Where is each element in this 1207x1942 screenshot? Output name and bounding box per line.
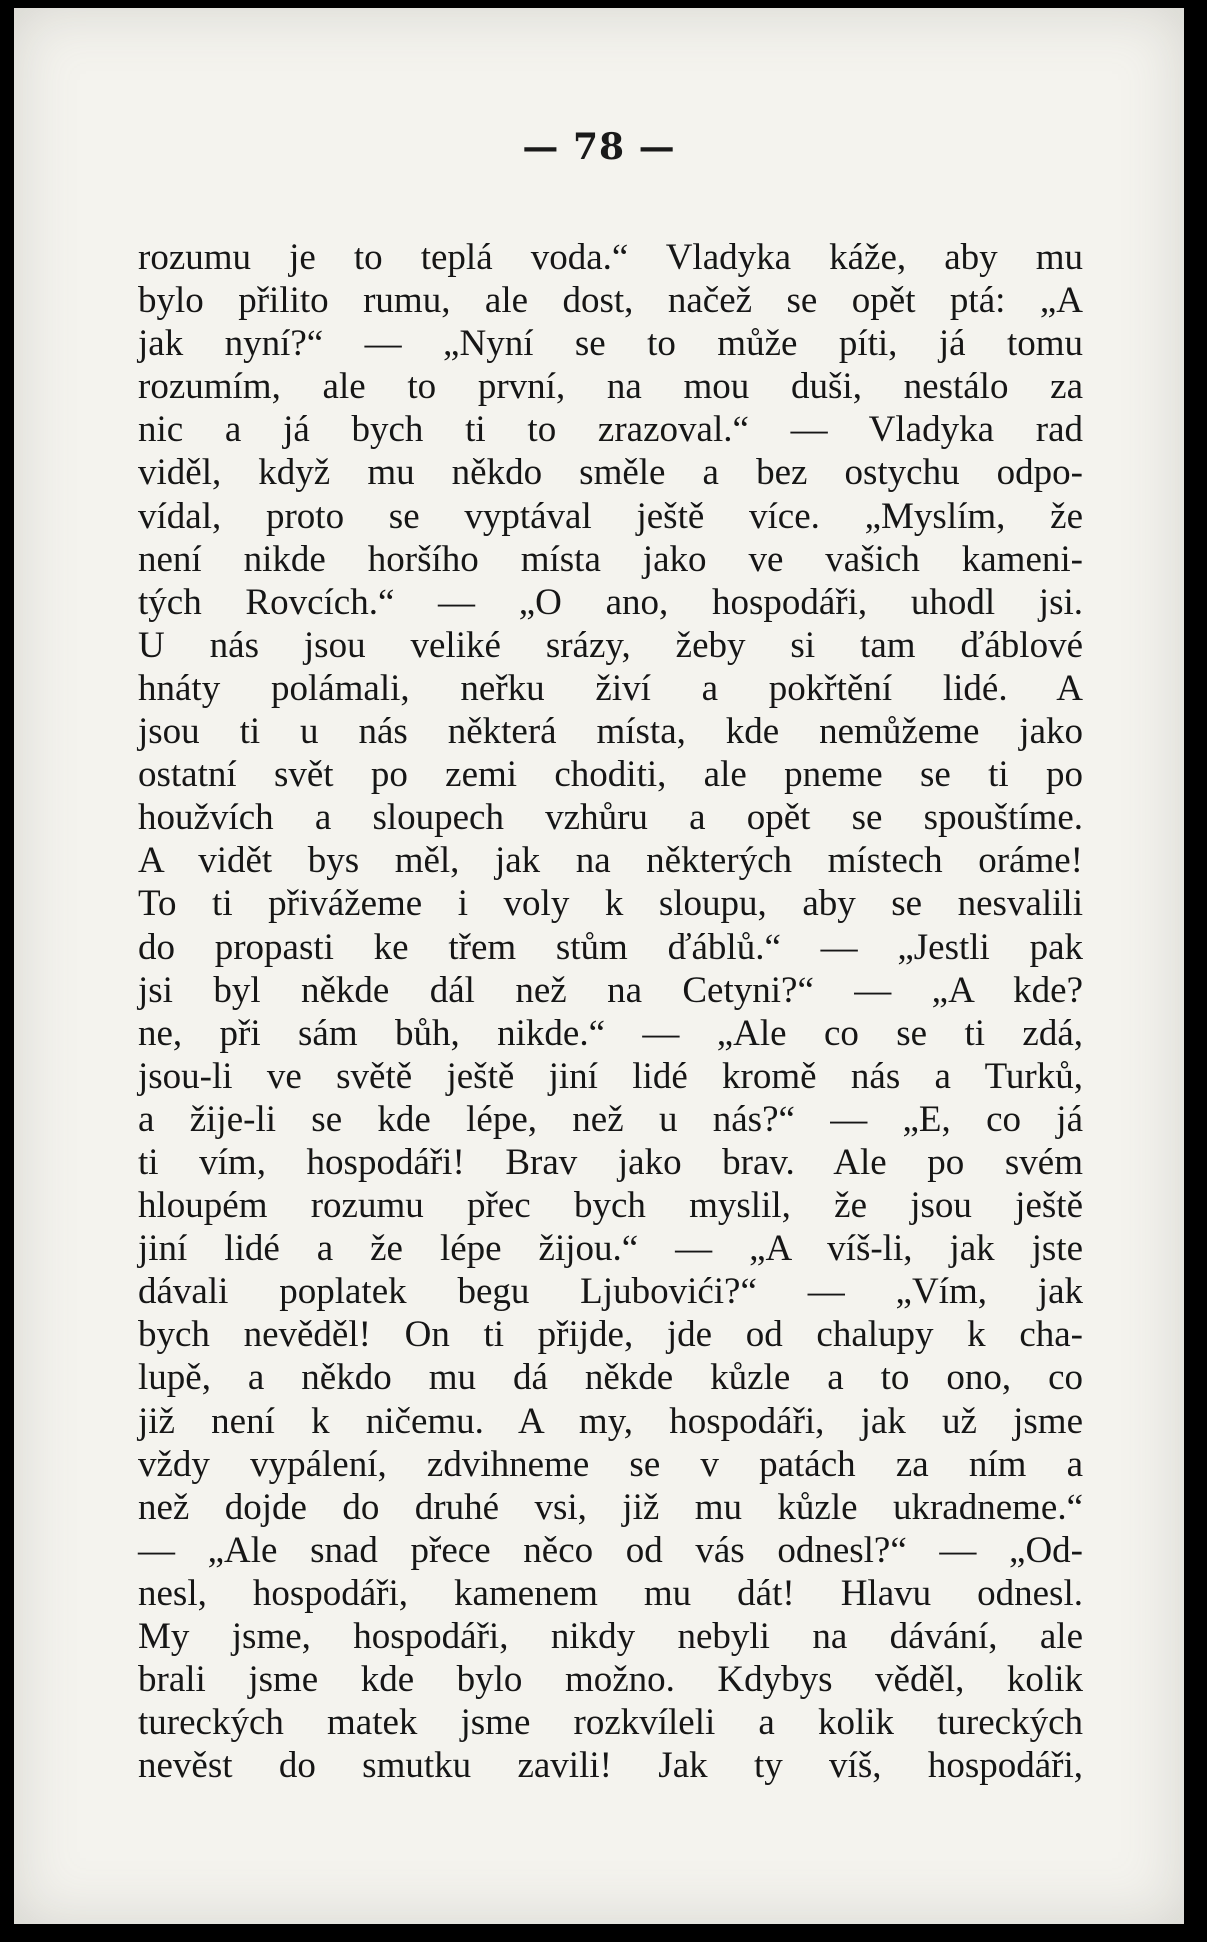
book-page bbox=[14, 8, 1184, 1924]
text-line: My jsme, hospodáři, nikdy nebyli na dávání, ale bbox=[138, 1616, 1083, 1657]
text-line: brali jsme kde bylo možno. Kdybys věděl, kolik bbox=[138, 1659, 1083, 1701]
text-line: do propasti ke třem stům ďáblů.“ — „Jestli pak bbox=[138, 926, 1083, 968]
text-line: jak nyní?“ — „Nyní se to může píti, já tomu bbox=[138, 323, 1083, 365]
text-line: hnáty polámali, neřku živí a pokřtění lidé. A bbox=[138, 667, 1083, 709]
text-line: není nikde horšího místa jako ve vašich kameni- bbox=[138, 538, 1083, 580]
text-line: hloupém rozumu přec bych myslil, že jsou ještě bbox=[138, 1185, 1083, 1227]
text-line: houžvích a sloupech vzhůru a opět se spouštíme. bbox=[138, 797, 1083, 839]
text-line: bych nevěděl! On ti přijde, jde od chalupy k cha- bbox=[138, 1314, 1083, 1356]
text-line: ostatní svět po zemi choditi, ale pneme se ti po bbox=[138, 754, 1083, 796]
text-line: dávali poplatek begu Ljubovići?“ — „Vím, jak bbox=[138, 1271, 1083, 1313]
text-line: tých Rovcích.“ — „O ano, hospodáři, uhodl jsi. bbox=[138, 581, 1083, 623]
text-line: již není k ničemu. A my, hospodáři, jak už jsme bbox=[138, 1400, 1083, 1442]
text-line: nic a já bych ti to zrazoval.“ — Vladyka rad bbox=[138, 409, 1083, 451]
text-line: A vidět bys měl, jak na některých místech oráme! bbox=[138, 840, 1083, 882]
text-line: viděl, když mu někdo směle a bez ostychu odpo- bbox=[138, 452, 1083, 494]
text-line: To ti přivážeme i voly k sloupu, aby se nesvalili bbox=[138, 883, 1083, 925]
text-line: než dojde do druhé vsi, již mu kůzle ukradneme.“ bbox=[138, 1486, 1083, 1528]
text-line: rozumu je to teplá voda.“ Vladyka káže, aby mu bbox=[138, 237, 1083, 278]
text-line: jsi byl někde dál než na Cetyni?“ — „A kde? bbox=[138, 969, 1083, 1011]
text-line: bylo přilito rumu, ale dost, načež se opět ptá: „A bbox=[138, 280, 1083, 322]
text-line: vídal, proto se vyptával ještě více. „Myslím, že bbox=[138, 495, 1083, 537]
text-line: — „Ale snad přece něco od vás odnesl?“ — „Od- bbox=[138, 1529, 1083, 1571]
text-line: U nás jsou veliké srázy, žeby si tam ďáblové bbox=[138, 624, 1083, 666]
text-line: a žije-li se kde lépe, než u nás?“ — „E, co já bbox=[138, 1098, 1083, 1140]
text-line: tureckých matek jsme rozkvíleli a kolik tureckých bbox=[138, 1702, 1083, 1744]
text-line: ne, při sám bůh, nikde.“ — „Ale co se ti zdá, bbox=[138, 1012, 1083, 1054]
page-number: — 78 — bbox=[522, 126, 676, 168]
text-line: vždy vypálení, zdvihneme se v patách za ním a bbox=[138, 1443, 1083, 1485]
body-text bbox=[138, 236, 1083, 1787]
text-line: lupě, a někdo mu dá někde kůzle a to ono, co bbox=[138, 1357, 1083, 1399]
text-line: nesl, hospodáři, kamenem mu dát! Hlavu odnesl. bbox=[138, 1572, 1083, 1614]
text-line: jiní lidé a že lépe žijou.“ — „A víš-li, jak jste bbox=[138, 1228, 1083, 1270]
text-line: nevěst do smutku zavili! Jak ty víš, hospodáři, bbox=[138, 1745, 1083, 1787]
text-line: ti vím, hospodáři! Brav jako brav. Ale po svém bbox=[138, 1141, 1083, 1183]
text-line: jsou ti u nás některá místa, kde nemůžeme jako bbox=[138, 711, 1083, 753]
text-line: jsou-li ve světě ještě jiní lidé kromě nás a Turků, bbox=[138, 1055, 1083, 1097]
text-line: rozumím, ale to první, na mou duši, nestálo za bbox=[138, 366, 1083, 408]
